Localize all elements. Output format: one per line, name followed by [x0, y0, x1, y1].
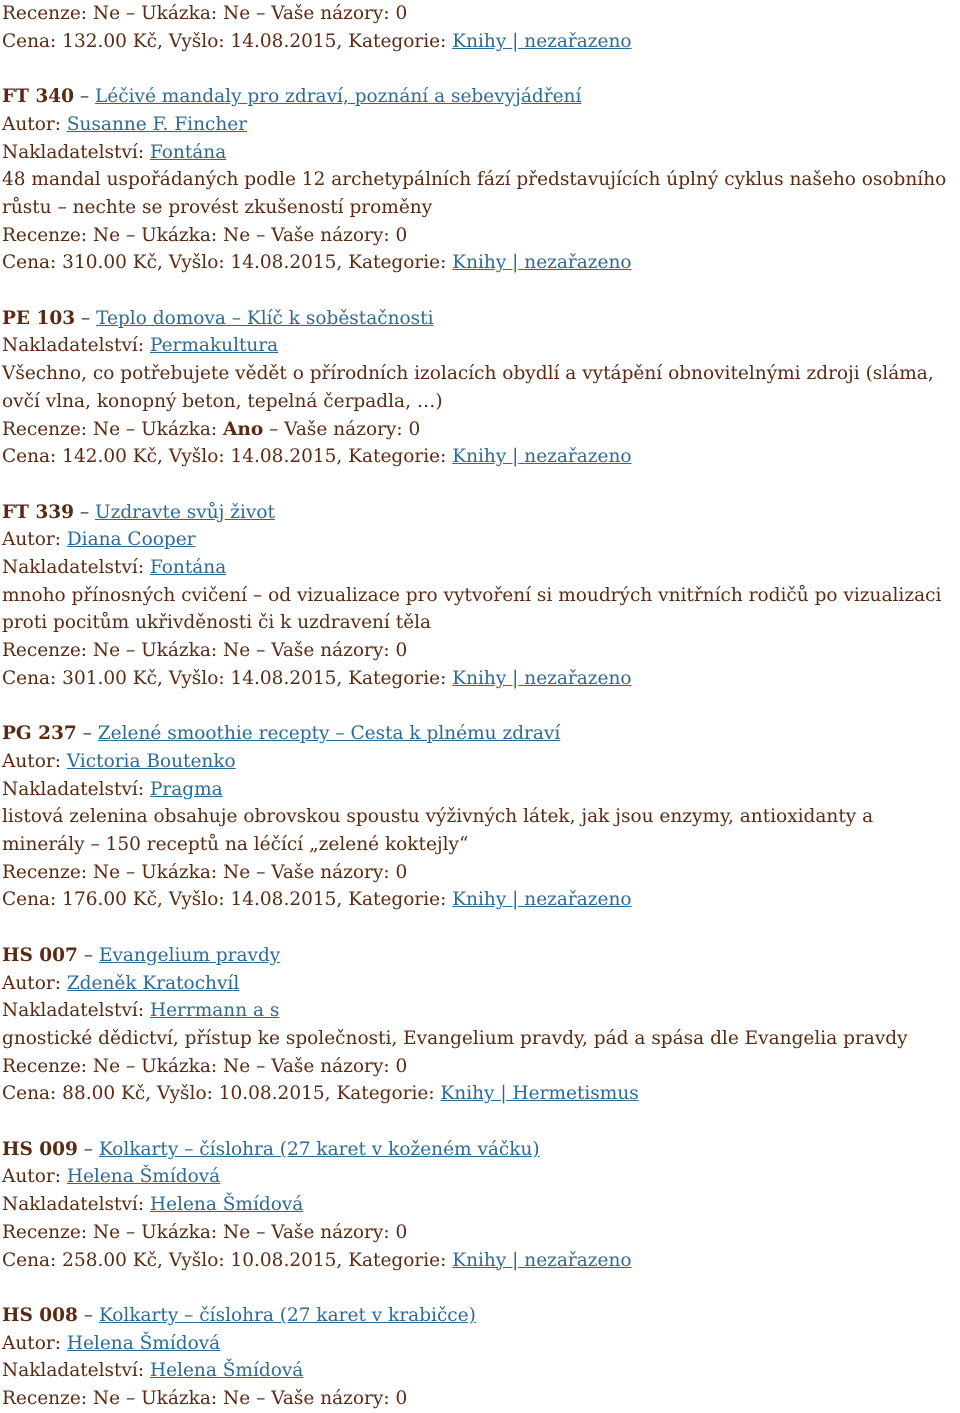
- price-line: Cena: 301.00 Kč, Vyšlo: 14.08.2015, Kategorie: Knihy | nezařazeno: [2, 667, 632, 689]
- publisher-line: [2, 332, 960, 360]
- price-line: Cena: 88.00 Kč, Vyšlo: 10.08.2015, Kategorie: Knihy | Hermetismus: [2, 1083, 639, 1105]
- price-value: 88.00 Kč: [62, 1083, 146, 1105]
- date-label: Vyšlo:: [168, 667, 225, 689]
- title-link[interactable]: Teplo domova – Klíč k soběstačnosti: [96, 307, 434, 329]
- meta-line: Recenze: Ne – Ukázka: Ano – Vaše názory: 0: [2, 418, 421, 440]
- sample-label: Ukázka:: [141, 640, 218, 662]
- author-line: [2, 1330, 960, 1358]
- price-line: Cena: 176.00 Kč, Vyšlo: 14.08.2015, Kategorie: Knihy | nezařazeno: [2, 889, 632, 911]
- description: 48 mandal uspořádaných podle 12 archetypálních fází představujících úplný cyklus našeho osobního růstu – nechte se provést zkušeností proměny: [2, 169, 947, 218]
- title-line: HS 007 – Evangelium pravdy: [2, 944, 281, 966]
- date-value: 14.08.2015: [230, 252, 337, 274]
- title-line: PE 103 – Teplo domova – Klíč k soběstačnosti: [2, 307, 434, 329]
- price-value: 142.00 Kč: [62, 446, 157, 468]
- sample-value: Ne: [223, 861, 251, 883]
- category-label: Kategorie:: [348, 889, 447, 911]
- publisher-link[interactable]: Pragma: [149, 778, 223, 800]
- publisher-label: Nakladatelství:: [2, 557, 145, 579]
- author-label: Autor:: [2, 972, 61, 994]
- category-label: Kategorie:: [348, 667, 447, 689]
- title-link[interactable]: Kolkarty – číslohra (27 karet v krabičce): [98, 1304, 476, 1326]
- sample-value: Ano: [223, 418, 264, 440]
- title-line: PG 237 – Zelené smoothie recepty – Cesta k plnému zdraví: [2, 723, 561, 745]
- opinions-count: 0: [395, 224, 408, 246]
- review-value: Ne: [92, 1388, 121, 1410]
- review-value: Ne: [92, 418, 121, 440]
- review-label: Recenze:: [2, 224, 88, 246]
- review-label: Recenze:: [2, 861, 88, 883]
- meta-line: Recenze: Ne – Ukázka: Ne – Vaše názory: 0: [2, 861, 408, 883]
- sample-value: Ne: [223, 3, 251, 24]
- author-line: [2, 111, 960, 139]
- publisher-line: [2, 1191, 960, 1219]
- publisher-label: Nakladatelství:: [2, 778, 145, 800]
- date-value: 14.08.2015: [230, 30, 337, 52]
- publisher-link[interactable]: Fontána: [149, 557, 227, 579]
- author-label: Autor:: [2, 529, 61, 551]
- opinions-count: 0: [395, 861, 408, 883]
- description: Všechno, co potřebujete vědět o přírodních izolacích obydlí a vytápění obnovitelnými zdroji (sláma, ovčí vlna, konopný beton, tepelná čerpadla, …): [2, 363, 934, 412]
- review-value: Ne: [92, 3, 121, 24]
- description: listová zelenina obsahuje obrovskou spoustu výživných látek, jak jsou enzymy, antioxidanty a minerály – 150 receptů na léčící „zelené koktejly“: [2, 806, 874, 856]
- sample-value: Ne: [223, 1388, 251, 1410]
- price-value: 176.00 Kč: [62, 889, 157, 911]
- review-value: Ne: [92, 640, 121, 662]
- catalog-entry: [2, 83, 960, 277]
- opinions-count: 0: [395, 640, 408, 662]
- publisher-label: Nakladatelství:: [2, 1360, 145, 1382]
- sample-label: Ukázka:: [141, 1388, 218, 1410]
- publisher-label: Nakladatelství:: [2, 1000, 145, 1022]
- meta-line: Recenze: Ne – Ukázka: Ne – Vaše názory: 0: [2, 1221, 408, 1243]
- opinions-label: Vaše názory:: [271, 861, 390, 883]
- opinions-label: Vaše názory:: [284, 418, 403, 440]
- publisher-label: Nakladatelství:: [2, 1194, 145, 1216]
- sample-label: Ukázka:: [141, 1221, 218, 1243]
- publisher-label: Nakladatelství:: [2, 141, 145, 163]
- sample-label: Ukázka:: [141, 3, 218, 24]
- category-link[interactable]: Knihy | nezařazeno: [452, 667, 632, 689]
- publisher-link[interactable]: Permakultura: [149, 335, 279, 357]
- meta-line: Recenze: Ne – Ukázka: Ne – Vaše názory: 0: [2, 3, 408, 24]
- price-label: Cena:: [2, 1083, 57, 1105]
- category-link[interactable]: Knihy | nezařazeno: [452, 1249, 632, 1271]
- category-link[interactable]: Knihy | nezařazeno: [452, 30, 632, 52]
- catalog-entry: [2, 1302, 960, 1413]
- sample-label: Ukázka:: [141, 1055, 218, 1077]
- author-link[interactable]: Helena Šmídová: [66, 1332, 221, 1354]
- product-code: HS 008: [2, 1304, 78, 1326]
- sample-value: Ne: [223, 640, 251, 662]
- sample-value: Ne: [223, 1055, 251, 1077]
- title-link[interactable]: Uzdravte svůj život: [95, 501, 275, 523]
- category-link[interactable]: Knihy | Hermetismus: [440, 1083, 639, 1105]
- author-link[interactable]: Victoria Boutenko: [66, 750, 236, 772]
- product-code: PG 237: [2, 723, 77, 745]
- author-label: Autor:: [2, 1166, 61, 1188]
- category-label: Kategorie:: [348, 30, 447, 52]
- opinions-count: 0: [395, 1388, 408, 1410]
- date-value: 10.08.2015: [218, 1083, 325, 1105]
- review-value: Ne: [92, 861, 121, 883]
- opinions-label: Vaše názory:: [271, 1221, 390, 1243]
- description: mnoho přínosných cvičení – od vizualizace pro vytvoření si moudrých vnitřních rodičů po vizualizaci proti pocitům ukřivděnosti či k uzdravení těla: [2, 584, 942, 634]
- category-label: Kategorie:: [348, 252, 447, 274]
- date-value: 14.08.2015: [230, 446, 337, 468]
- opinions-label: Vaše názory:: [271, 3, 390, 24]
- meta-line: Recenze: Ne – Ukázka: Ne – Vaše názory: 0: [2, 224, 408, 246]
- price-label: Cena:: [2, 1249, 57, 1271]
- category-label: Kategorie:: [348, 446, 447, 468]
- price-value: 310.00 Kč: [62, 252, 157, 274]
- date-label: Vyšlo:: [156, 1083, 213, 1105]
- date-label: Vyšlo:: [168, 252, 225, 274]
- title-line: HS 009 – Kolkarty – číslohra (27 karet v koženém váčku): [2, 1138, 540, 1160]
- price-label: Cena:: [2, 667, 57, 689]
- title-line: FT 339 – Uzdravte svůj život: [2, 501, 275, 523]
- sample-label: Ukázka:: [141, 418, 218, 440]
- author-link[interactable]: Helena Šmídová: [66, 1166, 221, 1188]
- category-label: Kategorie:: [336, 1083, 435, 1105]
- opinions-count: 0: [408, 418, 421, 440]
- product-code: PE 103: [2, 307, 76, 329]
- meta-line: Recenze: Ne – Ukázka: Ne – Vaše názory: 0: [2, 1055, 408, 1077]
- opinions-count: 0: [395, 1221, 408, 1243]
- review-label: Recenze:: [2, 1388, 88, 1410]
- meta-line: Recenze: Ne – Ukázka: Ne – Vaše názory: 0: [2, 1388, 408, 1410]
- catalog-entry: [2, 1136, 960, 1275]
- publisher-link[interactable]: Helena Šmídová: [149, 1194, 304, 1216]
- author-link[interactable]: Zdeněk Kratochvíl: [66, 972, 240, 994]
- author-line: [2, 748, 960, 776]
- title-link[interactable]: Léčivé mandaly pro zdraví, poznání a sebevyjádření: [95, 86, 582, 108]
- sample-value: Ne: [223, 1221, 251, 1243]
- category-link[interactable]: Knihy | nezařazeno: [452, 889, 632, 911]
- opinions-label: Vaše názory:: [271, 1388, 390, 1410]
- review-label: Recenze:: [2, 1221, 88, 1243]
- date-value: 10.08.2015: [230, 1249, 337, 1271]
- description: gnostické dědictví, přístup ke společnosti, Evangelium pravdy, pád a spása dle Evangelia pravdy: [2, 1027, 908, 1049]
- publisher-link[interactable]: Helena Šmídová: [149, 1360, 304, 1382]
- author-label: Autor:: [2, 1332, 61, 1354]
- publisher-label: Nakladatelství:: [2, 335, 145, 357]
- opinions-label: Vaše názory:: [271, 640, 390, 662]
- author-line: [2, 1163, 960, 1191]
- title-link[interactable]: Evangelium pravdy: [98, 944, 281, 966]
- review-label: Recenze:: [2, 1055, 88, 1077]
- publisher-line: [2, 776, 960, 804]
- review-label: Recenze:: [2, 640, 88, 662]
- title-line: HS 008 – Kolkarty – číslohra (27 karet v krabičce): [2, 1304, 476, 1326]
- title-link[interactable]: Zelené smoothie recepty – Cesta k plnému zdraví: [97, 723, 561, 745]
- category-link[interactable]: Knihy | nezařazeno: [452, 252, 632, 274]
- catalog-entry: [2, 720, 960, 914]
- date-label: Vyšlo:: [168, 30, 225, 52]
- meta-line: Recenze: Ne – Ukázka: Ne – Vaše názory: 0: [2, 640, 408, 662]
- price-label: Cena:: [2, 252, 57, 274]
- catalog-entry: [2, 942, 960, 1108]
- catalog-entry-partial: [2, 0, 960, 55]
- price-value: 301.00 Kč: [62, 667, 157, 689]
- opinions-label: Vaše názory:: [271, 224, 390, 246]
- author-label: Autor:: [2, 113, 61, 135]
- author-label: Autor:: [2, 750, 61, 772]
- date-value: 14.08.2015: [230, 889, 337, 911]
- date-label: Vyšlo:: [168, 889, 225, 911]
- title-line: FT 340 – Léčivé mandaly pro zdraví, poznání a sebevyjádření: [2, 86, 582, 108]
- publisher-line: [2, 554, 960, 582]
- review-value: Ne: [92, 1055, 121, 1077]
- price-value: 258.00 Kč: [62, 1249, 157, 1271]
- publisher-line: [2, 1357, 960, 1385]
- publisher-line: [2, 139, 960, 167]
- opinions-count: 0: [395, 1055, 408, 1077]
- publisher-link[interactable]: Fontána: [149, 141, 227, 163]
- product-code: HS 009: [2, 1138, 78, 1160]
- sample-value: Ne: [223, 224, 251, 246]
- review-label: Recenze:: [2, 3, 88, 24]
- category-link[interactable]: Knihy | nezařazeno: [452, 446, 632, 468]
- price-label: Cena:: [2, 446, 57, 468]
- publisher-link[interactable]: Herrmann a s: [149, 1000, 280, 1022]
- author-link[interactable]: Susanne F. Fincher: [66, 113, 248, 135]
- product-code: FT 340: [2, 86, 74, 108]
- publisher-line: [2, 997, 960, 1025]
- date-value: 14.08.2015: [230, 667, 337, 689]
- review-value: Ne: [92, 1221, 121, 1243]
- price-label: Cena:: [2, 889, 57, 911]
- price-value: 132.00 Kč: [62, 30, 157, 52]
- price-label: Cena:: [2, 30, 57, 52]
- catalog-entry: [2, 499, 960, 693]
- price-line: Cena: 132.00 Kč, Vyšlo: 14.08.2015, Kategorie: Knihy | nezařazeno: [2, 30, 632, 52]
- category-label: Kategorie:: [348, 1249, 447, 1271]
- date-label: Vyšlo:: [168, 1249, 225, 1271]
- sample-label: Ukázka:: [141, 861, 218, 883]
- catalog-entry: [2, 305, 960, 471]
- price-line: Cena: 258.00 Kč, Vyšlo: 10.08.2015, Kategorie: Knihy | nezařazeno: [2, 1249, 632, 1271]
- author-line: [2, 970, 960, 998]
- author-link[interactable]: Diana Cooper: [66, 529, 196, 551]
- price-line: Cena: 310.00 Kč, Vyšlo: 14.08.2015, Kategorie: Knihy | nezařazeno: [2, 252, 632, 274]
- date-label: Vyšlo:: [168, 446, 225, 468]
- product-code: HS 007: [2, 944, 78, 966]
- price-line: Cena: 142.00 Kč, Vyšlo: 14.08.2015, Kategorie: Knihy | nezařazeno: [2, 446, 632, 468]
- opinions-count: 0: [395, 3, 408, 24]
- product-code: FT 339: [2, 501, 74, 523]
- review-value: Ne: [92, 224, 121, 246]
- title-link[interactable]: Kolkarty – číslohra (27 karet v koženém váčku): [98, 1138, 540, 1160]
- review-label: Recenze:: [2, 418, 88, 440]
- author-line: [2, 526, 960, 554]
- opinions-label: Vaše názory:: [271, 1055, 390, 1077]
- sample-label: Ukázka:: [141, 224, 218, 246]
